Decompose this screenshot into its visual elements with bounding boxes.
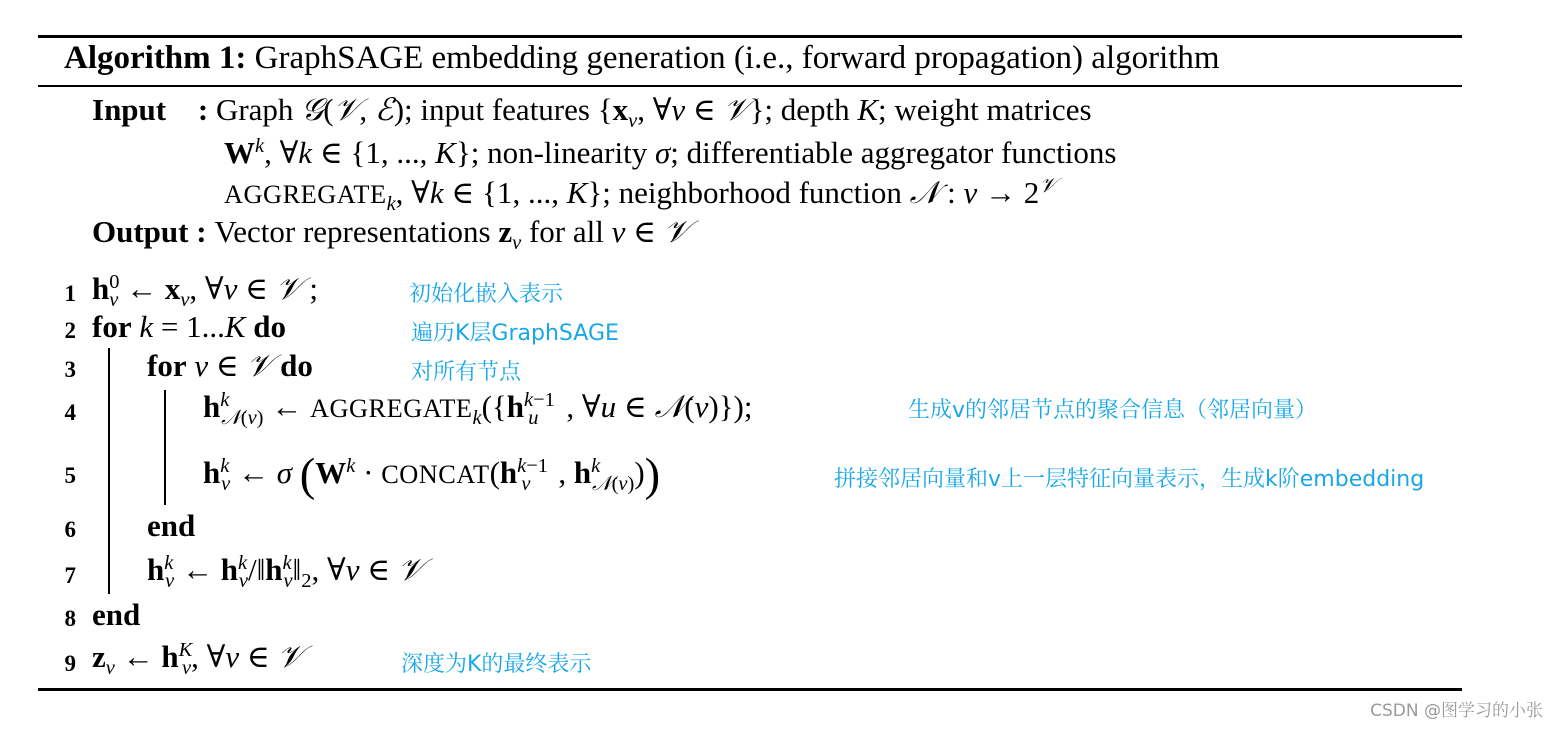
line-number: 8	[64, 606, 76, 631]
line-number: 2	[64, 318, 76, 343]
annotation-line-9: 深度为K的最终表示	[401, 652, 592, 677]
line-9-code: $z_v$ ← $h^K_v$, ∀v ∈ 𝒱	[92, 638, 304, 679]
line-number: 5	[64, 463, 76, 488]
annotation-line-1: 初始化嵌入表示	[409, 282, 564, 307]
for-v-scope-bar	[164, 390, 166, 505]
annotation-line-5: 拼接邻居向量和v上一层特征向量表示，生成k阶embedding	[834, 467, 1425, 492]
line-number: 4	[64, 400, 76, 425]
line-8-code: end	[92, 597, 141, 632]
line-number: 3	[64, 357, 76, 382]
caption-rule	[38, 85, 1462, 87]
annotation-line-4: 生成v的邻居节点的聚合信息（邻居向量）	[908, 398, 1318, 423]
line-number: 9	[64, 651, 76, 676]
line-3-code: for v ∈ 𝒱 do	[147, 348, 313, 384]
input-line-3: $AGGREGATE_k$, ∀k ∈ {1, ..., K}; neighborhood function 𝒩 : $v \to 2^𝒱$	[224, 172, 1057, 215]
input-line-1: Input : Graph 𝒢(𝒱, ℰ); input features {$x_v$, ∀v ∈ 𝒱}; depth K; weight matrices	[92, 92, 1092, 132]
csdn-watermark: CSDN @图学习的小张	[1370, 701, 1543, 721]
annotation-line-2: 遍历K层GraphSAGE	[411, 321, 619, 346]
line-number: 1	[64, 281, 76, 306]
line-2-code: for k = 1...K do	[92, 309, 287, 344]
input-label: Input	[92, 92, 167, 127]
line-6-code: end	[147, 508, 196, 543]
line-7-code: $h^k_v$ ← $h^k_v/‖h^k_v‖_2$, ∀v ∈ 𝒱	[147, 551, 424, 592]
line-4-code: $h^k_{𝒩(v)}$ ← $AGGREGATE_k(\{h^{k-1}_u$ , ∀u ∈ 𝒩(v)});	[203, 388, 753, 429]
top-rule	[38, 35, 1462, 38]
line-1-code: $h^0_v$ ← $x_v$, ∀v ∈ 𝒱 ;	[92, 270, 319, 311]
algorithm-title: GraphSAGE embedding generation (i.e., forward propagation) algorithm	[246, 40, 1220, 76]
output-line: Output : Vector representations $z_v$ for all v ∈ 𝒱	[92, 214, 690, 254]
line-number: 6	[64, 517, 76, 542]
input-line-2: $W^k$, ∀k ∈ {1, ..., K}; non-linearity σ; differentiable aggregator functions	[224, 134, 1117, 170]
algorithm-caption	[64, 40, 1220, 77]
for-k-scope-bar	[108, 348, 110, 594]
output-label: Output	[92, 214, 189, 249]
bottom-rule	[38, 688, 1462, 691]
annotation-line-3: 对所有节点	[411, 360, 522, 385]
line-number: 7	[64, 563, 76, 588]
algorithm-label: Algorithm 1:	[64, 40, 247, 76]
line-5-code: $h^k_v$ ← σ ($W^k$ · $CONCAT(h^{k-1}_v$ , $h^k_{𝒩(v)}$))	[203, 450, 661, 501]
